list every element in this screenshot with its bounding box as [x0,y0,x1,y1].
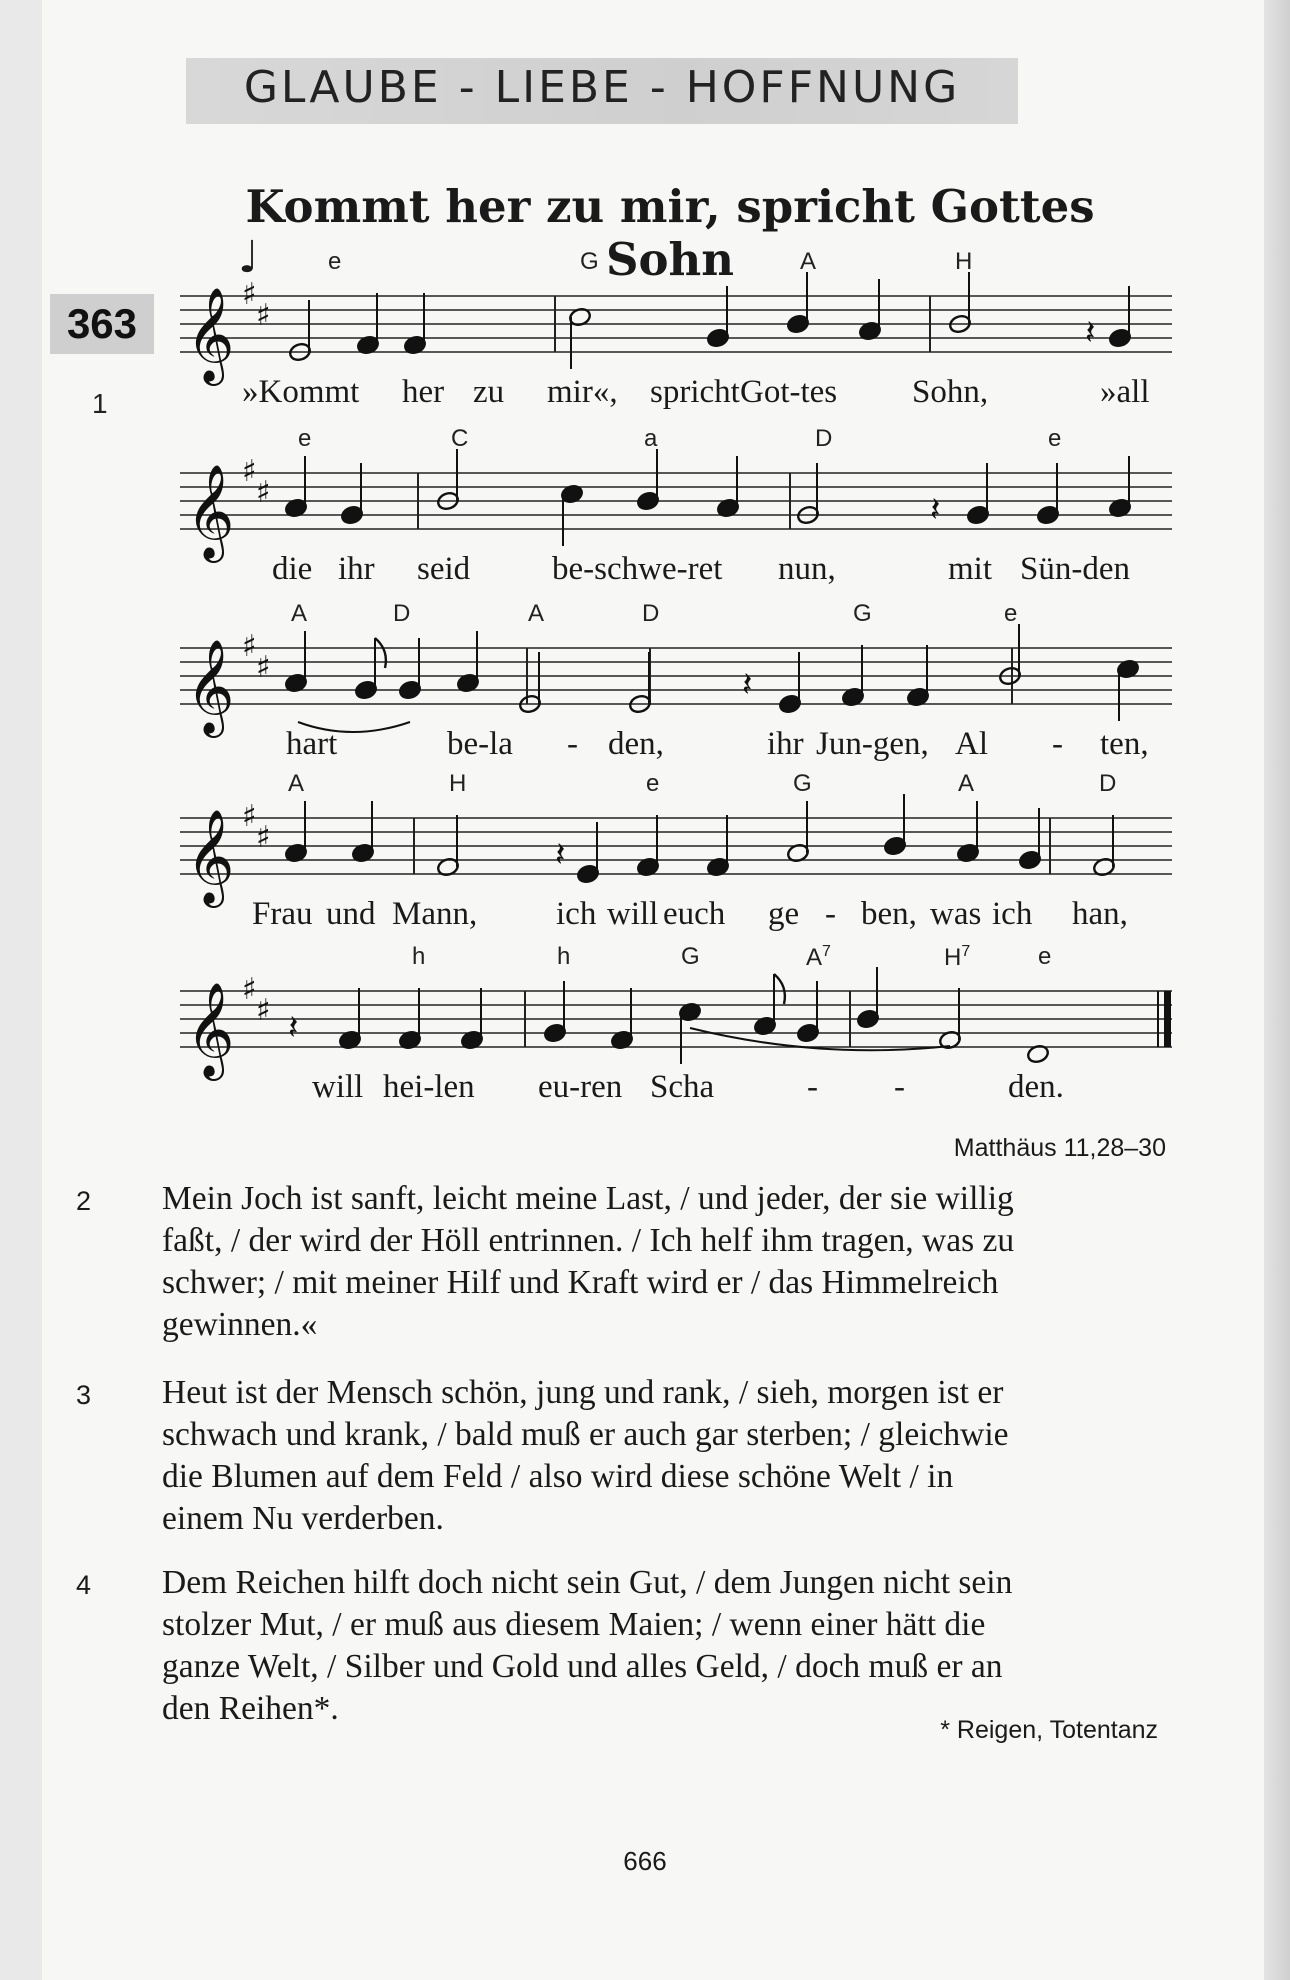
chord-symbol: G [793,770,812,797]
quarter-rest-icon: 𝄽 [930,490,941,530]
chord-symbol: H [955,248,973,275]
chord-symbol: G [681,943,700,970]
treble-clef-icon: 𝄞 [186,809,235,904]
lyric-syllable: mir«, [547,374,618,410]
lyric-syllable: spricht [650,374,740,410]
lyric-syllable: hart [286,726,338,762]
lyric-syllable: - [1052,726,1063,762]
stanza-line: schwach und krank, / bald muß er auch gar sterben; / gleichwie [162,1416,1009,1453]
verse-1-mark: 1 [92,388,108,419]
lyric-syllable: Mann, [392,896,478,932]
quarter-rest-icon: 𝄽 [288,1008,299,1048]
chord-symbol: e [1038,943,1052,970]
chord-symbol: A [528,600,545,627]
stanza-line: einem Nu verderben. [162,1500,444,1537]
stanza-line: gewinnen.« [162,1306,318,1343]
lyric-syllable: nun, [778,551,836,587]
chord-symbol: G [580,248,599,275]
sharp-f-icon: ♯ [242,799,257,834]
chord-symbol: H [449,770,467,797]
chord-symbol: A [291,600,308,627]
stanza-line: Mein Joch ist sanft, leicht meine Last, / und jeder, der sie willig [162,1180,1014,1217]
lyric-syllable: die [272,551,313,587]
lyric-syllable: her [402,374,445,410]
treble-clef-icon: 𝄞 [186,982,235,1077]
lyric-syllable: Jun-gen, [816,726,929,762]
lyric-syllable: den. [1008,1069,1064,1105]
lyric-syllable: Scha [650,1069,715,1105]
lyric-syllable: ich [992,896,1033,932]
lyric-syllable: ten, [1100,726,1149,762]
lyric-syllable: eu-ren [538,1069,623,1105]
lyric-syllable: »Kommt [242,374,360,410]
stanza-line: den Reihen*. [162,1690,339,1727]
sharp-f-icon: ♯ [242,277,257,312]
lyric-syllable: Frau [252,896,313,932]
lyric-syllable: ihr [338,551,375,587]
lyric-syllable: will [607,896,659,932]
lyric-syllable: und [326,896,376,932]
section-header: GLAUBE - LIEBE - HOFFNUNG [243,62,961,113]
stanza-2-text [162,1178,1166,1346]
chord-symbol: A [288,770,305,797]
lyric-syllable: seid [417,551,471,587]
lyric-syllable: zu [473,374,505,410]
lyric-syllable: ich [556,896,597,932]
chord-symbol: D [1099,770,1117,797]
lyric-syllable: - [894,1069,905,1105]
chord-symbol: $A^7$ [806,943,831,971]
chord-symbol: $H^7$ [944,943,971,971]
sharp-f-icon: ♯ [242,629,257,664]
quarter-rest-icon: 𝄽 [555,835,566,875]
treble-clef-icon: 𝄞 [186,639,235,734]
sharp-f-icon: ♯ [242,972,257,1007]
treble-clef-icon: 𝄞 [186,287,235,382]
chord-symbol: D [815,425,833,452]
sharp-c-icon: ♯ [256,475,271,510]
stanza-4-text [162,1562,1166,1730]
lyric-syllable: was [930,896,982,932]
note-flag [375,638,386,668]
stanza-2-number: 2 [76,1186,92,1216]
chord-symbol: G [853,600,872,627]
chord-symbol: C [451,425,469,452]
lyric-syllable: - [807,1069,818,1105]
chord-symbol: e [298,425,312,452]
chord-symbol: D [393,600,411,627]
lyric-syllable: - [567,726,578,762]
chord-symbol: e [1004,600,1018,627]
final-bar-thick [1164,991,1171,1047]
stanza-line: ganze Welt, / Silber und Gold und alles Geld, / doch muß er an [162,1648,1003,1685]
lyric-syllable: euch [663,896,726,932]
chord-symbol: e [1048,425,1062,452]
page-number: 666 [623,1846,667,1876]
chord-symbol: e [646,770,660,797]
lyric-syllable: will [312,1069,364,1105]
lyric-syllable: be-schwe-ret [552,551,723,587]
stanza-3-number: 3 [76,1380,92,1410]
lyric-syllable: Al [955,726,988,762]
lyric-syllable: han, [1072,896,1128,932]
lyric-syllable: Got-tes [740,374,838,410]
chord-symbol: D [642,600,660,627]
lyric-syllable: mit [948,551,993,587]
chord-symbol: a [644,425,658,452]
note-flag [774,974,785,1004]
chord-symbol: A [800,248,817,275]
quarter-rest-icon: 𝄽 [742,665,753,705]
tempo-note: ♩ [238,232,259,283]
sharp-c-icon: ♯ [256,820,271,855]
stanza-line: stolzer Mut, / er muß aus diesem Maien; / wenn einer hätt die [162,1606,986,1643]
stanza-line: faßt, / der wird der Höll entrinnen. / Ich helf ihm tragen, was zu [162,1222,1015,1259]
stanza-3-text [162,1372,1166,1540]
lyric-syllable: »all [1100,374,1150,410]
stanza-line: Dem Reichen hilft doch nicht sein Gut, / dem Jungen nicht sein [162,1564,1013,1601]
hymn-title: Kommt her zu mir, spricht Gottes Sohn [245,180,1095,286]
stanza-line: schwer; / mit meiner Hilf und Kraft wird er / das Himmelreich [162,1264,999,1301]
lyric-syllable: be-la [447,726,513,762]
lyric-syllable: ben, [861,896,917,932]
chord-symbol: h [412,943,426,970]
sharp-c-icon: ♯ [256,650,271,685]
footnote: * Reigen, Totentanz [940,1716,1158,1744]
hymn-number: 363 [50,294,154,354]
scripture-source: Matthäus 11,28–30 [953,1134,1166,1162]
lyric-syllable: - [825,896,836,932]
chord-symbol: h [557,943,571,970]
lyric-syllable: ge [768,896,800,932]
lyric-syllable: hei-len [383,1069,475,1105]
stanza-4-number: 4 [76,1570,92,1600]
lyric-syllable: Sün-den [1020,551,1130,587]
stanza-line: Heut ist der Mensch schön, jung und rank, / sieh, morgen ist er [162,1374,1004,1411]
stanza-line: die Blumen auf dem Feld / also wird diese schöne Welt / in [162,1458,954,1495]
chord-symbol: A [958,770,975,797]
sharp-c-icon: ♯ [256,298,271,333]
chord-symbol: e [328,248,342,275]
sharp-f-icon: ♯ [242,454,257,489]
lyric-syllable: Sohn, [912,374,989,410]
treble-clef-icon: 𝄞 [186,464,235,559]
quarter-rest-icon: 𝄽 [1085,313,1096,353]
lyric-syllable: ihr [767,726,804,762]
lyric-syllable: den, [608,726,664,762]
sharp-c-icon: ♯ [256,993,271,1028]
